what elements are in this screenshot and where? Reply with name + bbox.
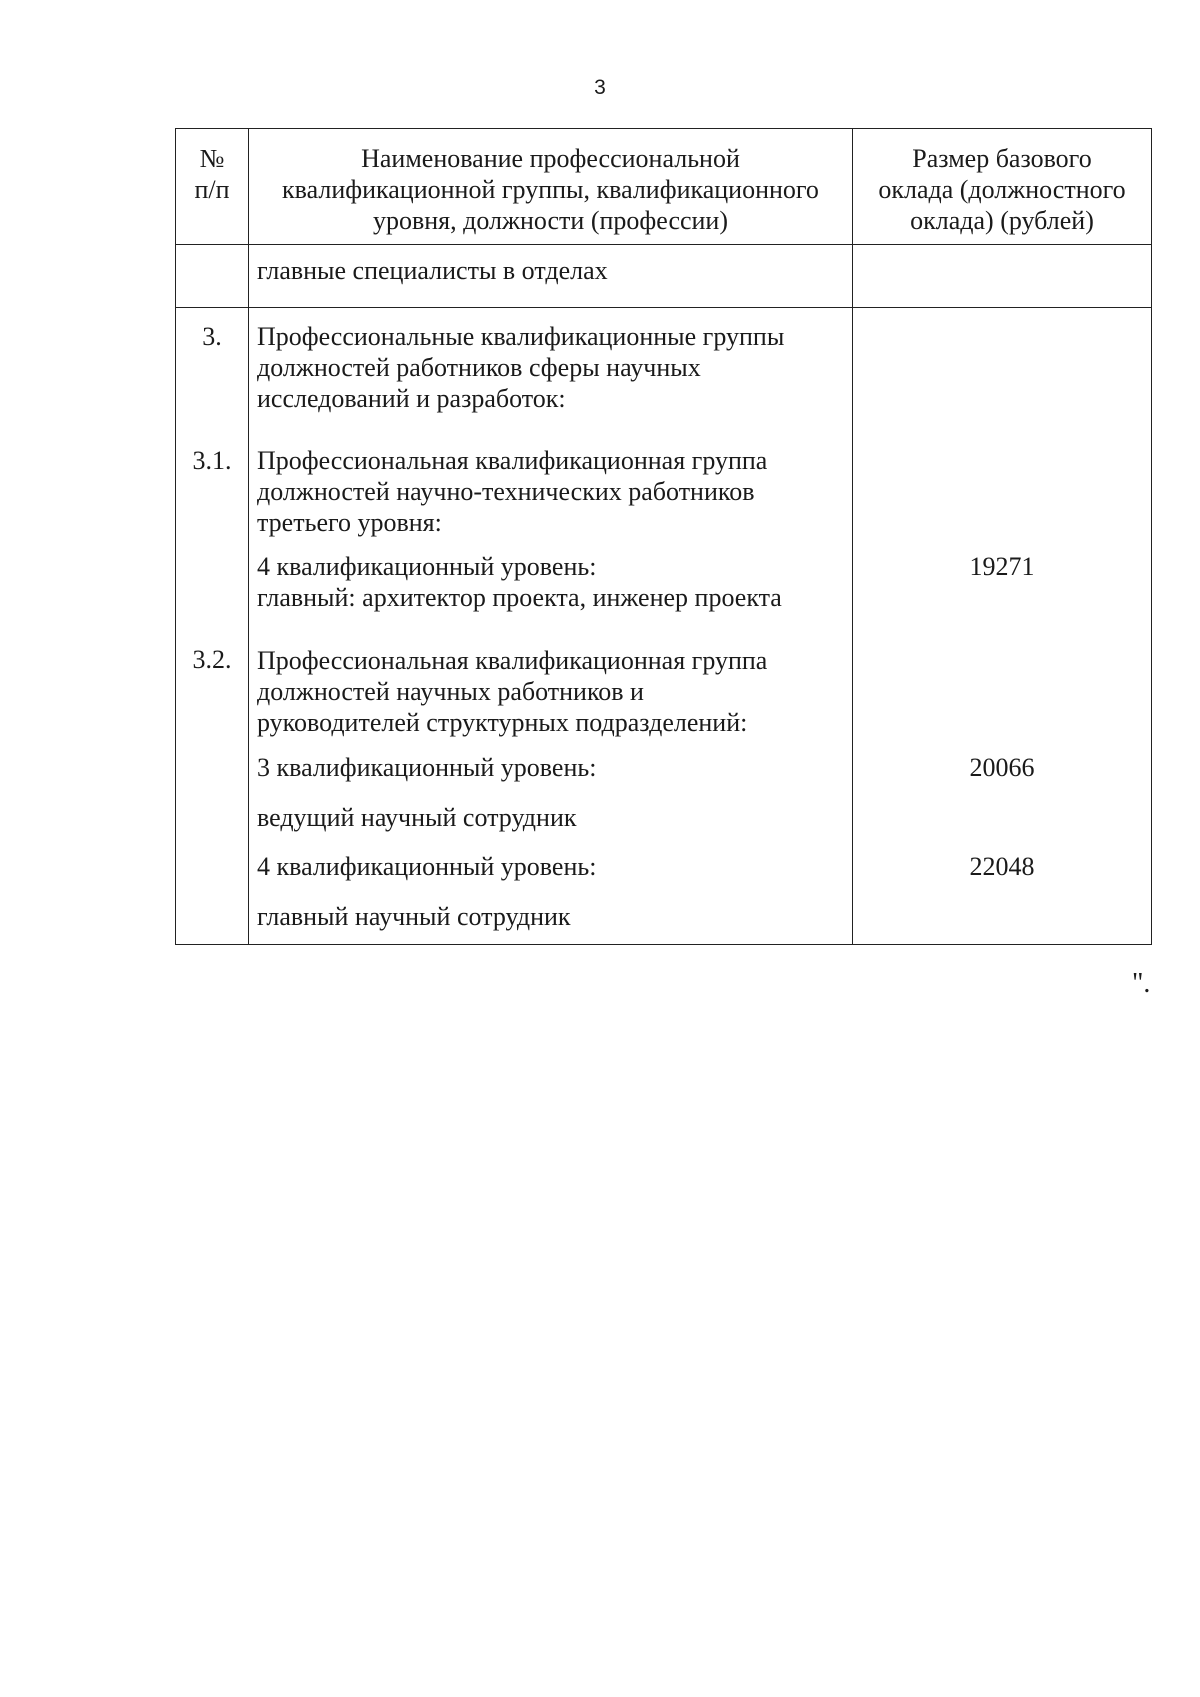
positions-text: ведущий научный сотрудник [257, 803, 577, 832]
table-row [176, 245, 1152, 308]
header-name: Наименование профессиональной квалификационной группы, квалификационного уровня, должности (профессии) [249, 129, 853, 245]
header-number: № п/п [176, 129, 249, 245]
salary-table [175, 128, 1152, 945]
name-column: Профессиональные квалификационные группы должностей работников сферы научных исследований и разработок: Профессиональная квалификационная группа должностей научно-технических работников третьего уровня: 4 квалификационный уровень: главный: архитектор проекта, инженер проекта Профессиональная квалификационная группа должностей научных работников и руководителей структурных подразделений: 3 квалификационный уровень: ведущий научный сотрудник 4 квалификационный уровень: главный научный сотрудник [249, 308, 853, 945]
number-column [176, 308, 249, 945]
table-row [176, 308, 1152, 945]
positions-text: главный научный сотрудник [257, 902, 571, 931]
salary-value: 22048 [969, 852, 1035, 881]
table-header-row [176, 129, 1152, 245]
section-title: Профессиональные квалификационные группы [257, 322, 785, 351]
group-number-3-1: 3.1. [192, 446, 232, 475]
level-label: 4 квалификационный уровень: [257, 852, 597, 881]
closing-quote-mark: ". [1132, 968, 1151, 999]
section-number: 3. [202, 322, 222, 351]
positions-text: главный: архитектор проекта, инженер проекта [257, 583, 782, 612]
header-salary: Размер базового оклада (должностного оклада) (рублей) [853, 129, 1152, 245]
group-number-3-2: 3.2. [192, 645, 232, 674]
salary-column [853, 308, 1152, 945]
group-title-3-2: Профессиональная квалификационная группа [257, 646, 768, 675]
page-number: 3 [594, 76, 606, 99]
salary-value: 20066 [969, 753, 1035, 782]
salary-value: 19271 [969, 552, 1035, 581]
continuation-text: главные специалисты в отделах [249, 245, 853, 308]
salary-empty [853, 245, 1152, 308]
row-number-empty [176, 245, 249, 308]
group-title-3-1: Профессиональная квалификационная группа [257, 446, 768, 475]
level-label: 4 квалификационный уровень: [257, 552, 597, 581]
level-label: 3 квалификационный уровень: [257, 753, 597, 782]
